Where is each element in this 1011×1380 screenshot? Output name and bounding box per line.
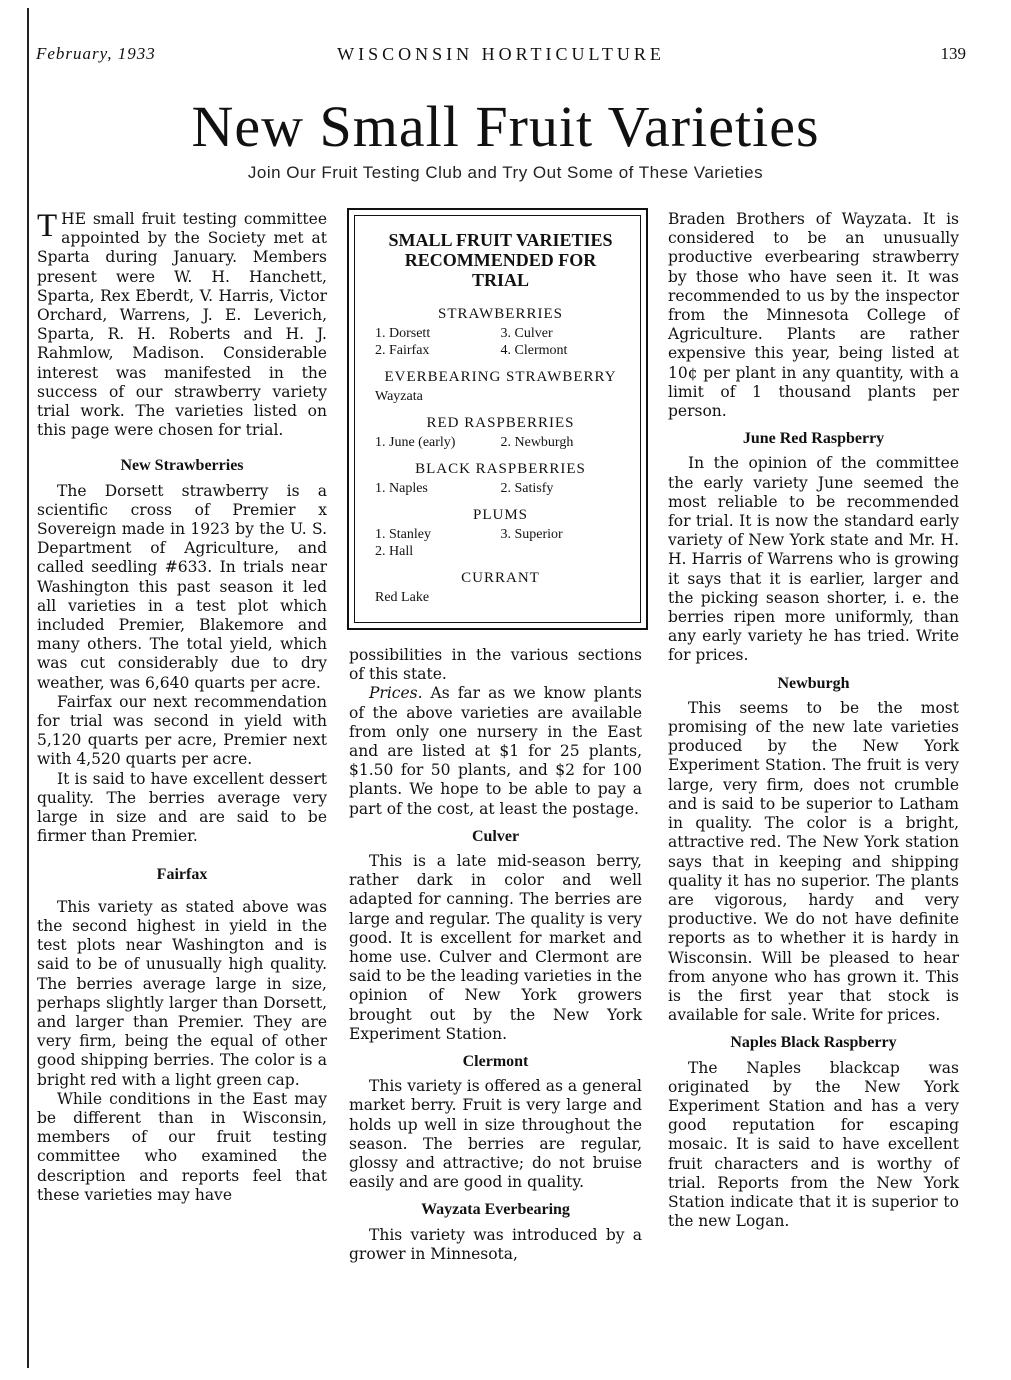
article-subtitle: Join Our Fruit Testing Club and Try Out Some of These Varieties [247,163,764,182]
paragraph: Prices. As far as we know plants of the above varieties are available from only one nursery in the East and are listed at $1 for 25 plants, $1.50 for 50 plants, and $2 for 100 plants. We hope to be able to pay a part of the cost, at least the postage. [349,684,642,818]
heading-new-strawberries: New Strawberries [120,457,244,475]
paragraph: Fairfax our next recommendation for trial was second in yield with 5,120 quarts per acre, Premier next with 4,520 quarts per acre. [37,692,327,769]
section-red-raspberries: RED RASPBERRIES [426,415,575,431]
article-title: New Small Fruit Varieties [191,94,820,159]
paragraph: It is said to have excellent dessert quality. The berries average very large in size and are said to be firmer than Premier. [37,769,327,846]
paragraph: In the opinion of the committee the early variety June seemed the most reliable to be recommended for trial. It is now the standard early variety of New York state and Mr. H. H. Harris of Warrens who is growing it says that it is earlier, larger and the picking season shorter, i. e. the berries ripen more uniformly, than any early variety he has tried. Write for prices. [668,454,959,665]
recommended-varieties-box: SMALL FRUIT VARIETIES RECOMMENDED FOR TRIAL STRAWBERRIES 1. Dorsett 3. Culver 2. Fairfax 4. Clermont EVERBEARING STRAWBERRY Wayzata RED RASPBERRIES 1. June (early) 2. Newburgh BLACK RASPBERRIES 1. Naples 2. Satisfy PLUMS 1. Stanley 3. Superior 2. Hall CURRANT Red Lake [347,208,648,630]
heading-june-red-raspberry: June Red Raspberry [742,430,885,448]
paragraph: This variety was introduced by a grower in Minnesota, [349,1225,642,1263]
page-number: 139 [940,44,966,63]
paragraph: The Dorsett strawberry is a scientific cross of Premier x Sovereign made in 1923 by the U. S. Department of Agriculture, and called seedling #633. In trials near Washington this past season it led all varieties in a test plot which included Premier, Blakemore and many others. The total yield, which was cut considerably due to dry weather, was 6,640 quarts per acre. [37,481,327,692]
column-2 [349,646,642,1264]
section-everbearing: EVERBEARING STRAWBERRY [384,369,617,385]
section-currant: CURRANT [461,570,540,586]
intro-paragraph: THE small fruit testing committee appointed by the Society met at Sparta during January. Members present were W. H. Hanchett, Sparta, Rex Eberdt, V. Harris, Victor Orchard, Warrens, J. E. Leverich, Sparta, R. H. Roberts and H. J. Rahmlow, Madison. Considerable interest was manifested in the success of our strawberry variety trial work. The varieties listed on this page were chosen for trial. [37,208,327,440]
paragraph: Braden Brothers of Wayzata. It is considered to be an unusually productive everbearing strawberry by those who have seen it. It was recommended to us by the inspector from the Minnesota College of Agriculture. Plants are rather expensive this year, being listed at 10¢ per plant in any quantity, with a limit of 1 thousand plants per person. [668,210,959,421]
left-margin-rule [27,8,29,1368]
issue-date: February, 1933 [36,44,156,63]
paragraph: This variety is offered as a general market berry. Fruit is very large and holds up well in size throughout the season. The berries are regular, glossy and attractive; do not bruise easily and are good in quality. [349,1077,642,1192]
heading-culver: Culver [471,827,520,845]
column-1 [37,210,327,1205]
paragraph: The Naples blackcap was originated by the New York Experiment Station and has a very good reputation for escaping mosaic. It is said to have excellent fruit characters and is worthy of trial. Reports from the New York Station indicate that it is superior to the new Logan. [668,1058,959,1231]
paragraph: This variety as stated above was the second highest in yield in the test plots near Washington and is said to be of unusually high quality. The berries average large in size, perhaps slightly larger than Dorsett, and larger than Premier. They are very firm, being the equal of other good shipping berries. The color is a bright red with a light green cap. [37,897,327,1089]
box-title: SMALL FRUIT VARIETIES RECOMMENDED FOR TRIAL [388,230,613,290]
paragraph: This seems to be the most promising of the new late varieties produced by the New York Experiment Station. The fruit is very large, very firm, does not crumble and is said to be superior to Latham in quality. The color is a bright, attractive red. The New York station says that in keeping and shipping quality it has no superior. The plants are vigorous, hardy and very productive. We do not have definite reports as to whether it is hardy in Wisconsin. Will be pleased to hear from anyone who has grown it. This is the first year that stock is available for sale. Write for prices. [668,698,959,1025]
prices-label: Prices. [369,684,423,703]
heading-clermont: Clermont [462,1053,529,1071]
paragraph: This is a late mid-season berry, rather dark in color and well adapted for canning. The berries are large and regular. The quality is very good. It is excellent for market and home use. Culver and Clermont are said to be the leading varieties in the opinion of New York growers brought out by the New York Experiment Station. [349,852,642,1043]
section-plums: PLUMS [472,507,529,523]
drop-cap: T [37,208,58,244]
section-black-raspberries: BLACK RASPBERRIES [415,461,586,477]
heading-wayzata-everbearing: Wayzata Everbearing [421,1201,570,1219]
paragraph: possibilities in the various sections of this state. [349,646,642,684]
section-strawberries: STRAWBERRIES [438,306,563,322]
paragraph: While conditions in the East may be different than in Wisconsin, members of our fruit testing committee who examined the description and reports feel that these varieties may have [37,1089,327,1204]
heading-newburgh: Newburgh [777,674,850,692]
column-3 [668,210,959,1231]
magazine-name: WISCONSIN HORTICULTURE [337,44,665,64]
heading-naples-black-raspberry: Naples Black Raspberry [730,1034,897,1052]
running-header [36,44,966,68]
heading-fairfax: Fairfax [156,865,208,883]
